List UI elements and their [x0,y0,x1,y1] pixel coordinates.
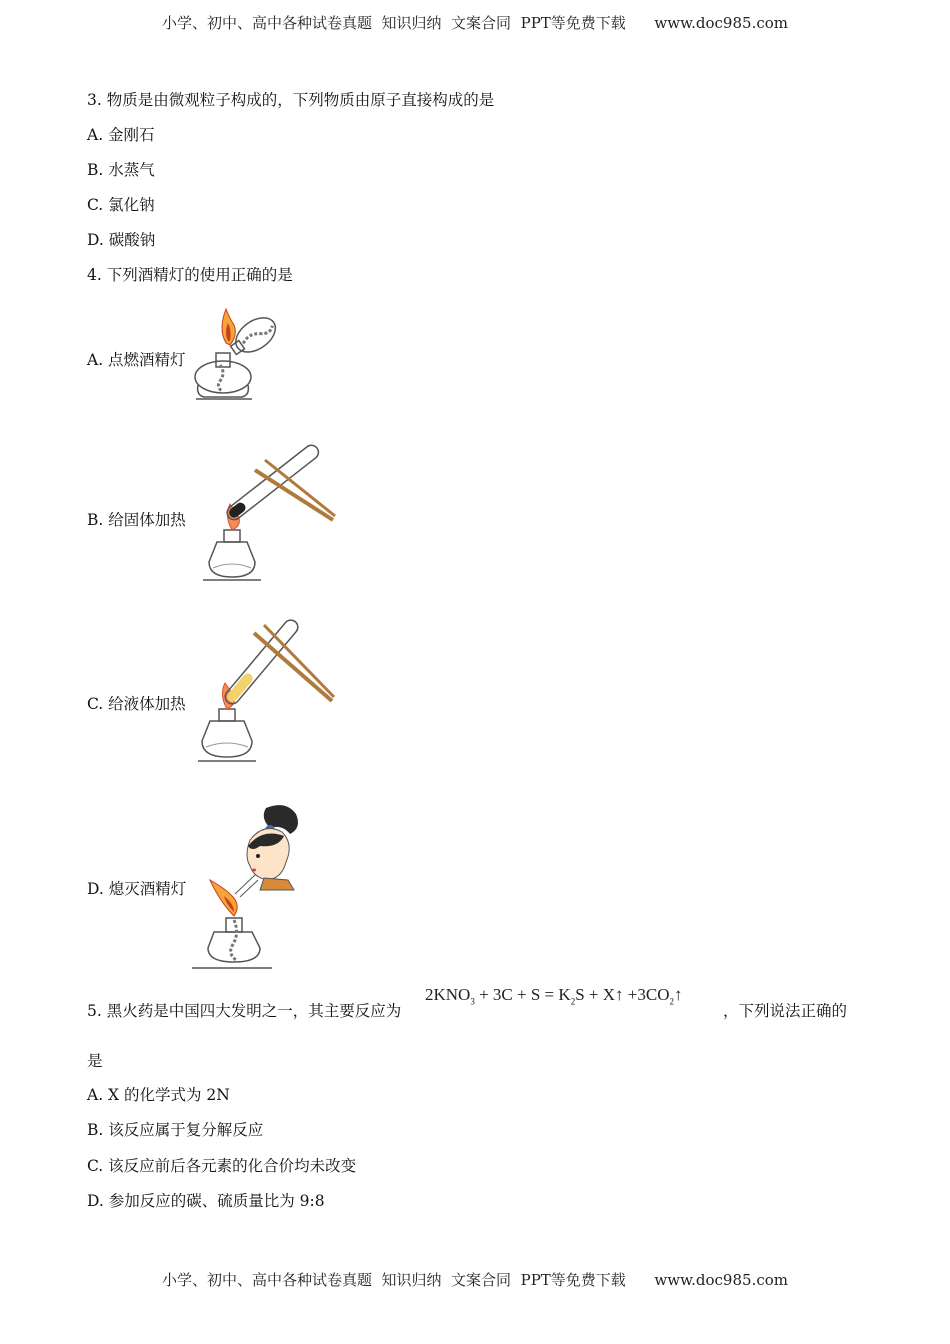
q3-option-b: B. 水蒸气 [87,161,155,179]
page-footer: 小学、初中、高中各种试卷真题 知识归纳 文案合同 PPT等免费下载 www.doc985.com [161,1271,788,1289]
q4-option-d: D. 熄灭酒精灯 [87,880,187,898]
heating-solid-in-test-tube-figure [195,432,345,587]
q4-option-c: C. 给液体加热 [87,695,186,713]
q5-option-d: D. 参加反应的碳、硫质量比为 9:8 [87,1192,325,1210]
blowing-out-lamp-figure [190,800,305,972]
gas-arrow-2: ↑ [673,985,683,1004]
lamp-lit-by-another-lamp-figure [190,295,290,405]
q5-option-c: C. 该反应前后各元素的化合价均未改变 [87,1157,357,1175]
page-header: 小学、初中、高中各种试卷真题 知识归纳 文案合同 PPT等免费下载 www.doc985.com [161,14,788,32]
q5-option-a: A. X 的化学式为 2N [87,1086,230,1104]
reaction-equation: $2KNO_3 + 3C + S = K_2S$ + X↑ $+3CO_2↑$ [425,985,683,1007]
q3-stem: 3. 物质是由微观粒子构成的，下列物质由原子直接构成的是 [87,91,495,109]
q5-option-b: B. 该反应属于复分解反应 [87,1121,264,1139]
q5-stem: 5. 黑火药是中国四大发明之一，其主要反应为 [87,1002,402,1020]
q5-stem-continued: 是 [87,1052,103,1070]
q3-option-d: D. 碳酸钠 [87,231,156,249]
q4-option-a: A. 点燃酒精灯 [87,351,186,369]
q5-stem-tail: ，下列说法正确的 [723,1002,848,1020]
q4-option-b: B. 给固体加热 [87,511,186,529]
q4-stem: 4. 下列酒精灯的使用正确的是 [87,266,293,284]
gas-arrow-1: ↑ [615,985,624,1004]
q3-option-a: A. 金刚石 [87,126,155,144]
heating-liquid-in-test-tube-figure [192,613,342,765]
q3-option-c: C. 氯化钠 [87,196,155,214]
